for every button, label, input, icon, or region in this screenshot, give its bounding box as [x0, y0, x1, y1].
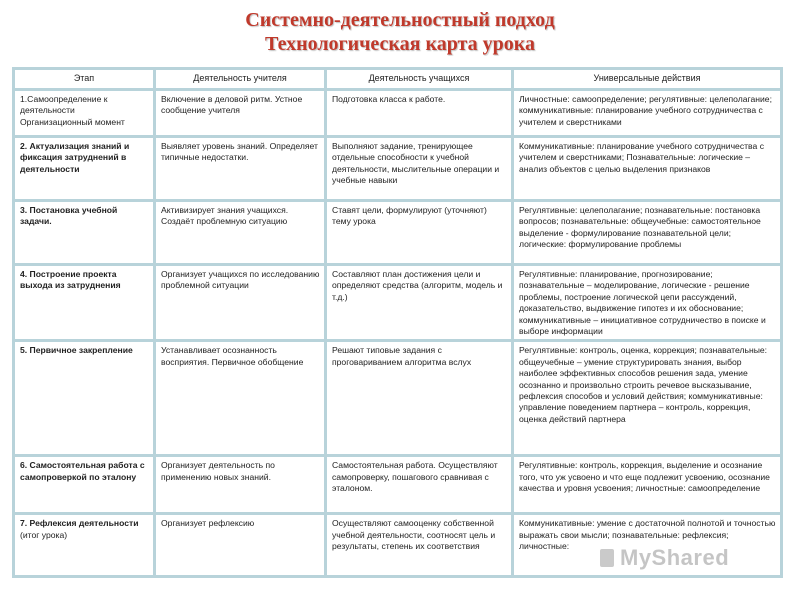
students-cell: Выполняют задание, тренирующее отдельные способности к учебной деятельности, мыслительные операции и учебные навыки	[327, 138, 514, 202]
stage-title: 5. Первичное закрепление	[20, 345, 133, 356]
actions-cell: Личностные: самоопределение; регулятивные: целеполагание; коммуникативные: планирование учебного сотрудничества с учителем и сверстниками	[514, 91, 780, 138]
table-row	[15, 266, 780, 342]
teacher-cell: Организует рефлексию	[156, 515, 327, 575]
teacher-cell: Включение в деловой ритм. Устное сообщение учителя	[156, 91, 327, 138]
stage-title: 2. Актуализация знаний и фиксация затруднений в деятельности	[20, 141, 130, 174]
actions-cell: Регулятивные: контроль, оценка, коррекция; познавательные: общеучебные – умение структурировать знания, выбор наиболее эффективных способов решения зада, умение осознанно и произвольно строить речевое высказывание, рефлексия способов и условий действия; коммуникативные: управление поведением партнера – контроль, коррекция, оценка действий партнера	[514, 342, 780, 457]
stage-title: 7. Рефлексия деятельности	[20, 518, 139, 529]
column-header-teacher: Деятельность учителя	[156, 70, 327, 91]
stage-cell	[15, 138, 156, 202]
stage-title: 3. Постановка учебной задачи.	[20, 205, 118, 227]
stage-note: (итог урока)	[20, 529, 68, 540]
stage-cell	[15, 202, 156, 266]
teacher-cell: Организует деятельность по применению новых знаний.	[156, 457, 327, 515]
teacher-cell: Активизирует знания учащихся. Создаёт проблемную ситуацию	[156, 202, 327, 266]
students-cell: Самостоятельная работа. Осуществляют самопроверку, пошагового сравнивая с эталоном.	[327, 457, 514, 515]
actions-cell: Регулятивные: целеполагание; познавательные: постановка вопросов; познавательные: общеучебные: самостоятельное выделение - формулирование познавательной цели; логические: формулирование проблемы	[514, 202, 780, 266]
stage-note: Организационный момент	[20, 116, 125, 127]
table-header-row	[15, 70, 780, 91]
stage-title: 1.Самоопределение к деятельности	[20, 94, 108, 116]
page-title: Системно-деятельностный подход	[245, 9, 555, 31]
column-header-stage: Этап	[15, 70, 156, 91]
table-row	[15, 138, 780, 202]
stage-cell	[15, 457, 156, 515]
table-row	[15, 457, 780, 515]
actions-cell: Регулятивные: контроль, коррекция, выделение и осознание того, что уж усвоено и что еще подлежит усвоению, осознание качества и уровня усвоения; личностные: самоопределение	[514, 457, 780, 515]
actions-cell: Коммуникативные: умение с достаточной полнотой и точностью выражать свои мысли; познавательные: рефлексия; личностные:	[514, 515, 780, 575]
stage-title: 6. Самостоятельная работа с самопроверкой по эталону	[20, 460, 145, 482]
students-cell: Подготовка класса к работе.	[327, 91, 514, 138]
stage-cell	[15, 266, 156, 342]
lesson-map-table	[12, 67, 783, 578]
actions-cell: Регулятивные: планирование, прогнозирование; познавательные – моделирование, логические - решение проблемы, построение логической цепи рассуждений, доказательство, выдвижение гипотез и их обоснование; коммуникативные – инициативное сотрудничество в поиске и выборе информации	[514, 266, 780, 342]
page-subtitle: Технологическая карта урока	[265, 33, 535, 55]
watermark-text: MyShared	[620, 545, 730, 570]
table-row	[15, 91, 780, 138]
stage-title: 4. Построение проекта выхода из затруднения	[20, 269, 121, 291]
students-cell: Ставят цели, формулируют (уточняют) тему урока	[327, 202, 514, 266]
table-row	[15, 342, 780, 457]
title-block	[0, 8, 800, 56]
students-cell: Составляют план достижения цели и определяют средства (алгоритм, модель и т.д.)	[327, 266, 514, 342]
teacher-cell: Устанавливает осознанность восприятия. Первичное обобщение	[156, 342, 327, 457]
column-header-actions: Универсальные действия	[514, 70, 780, 91]
table-row	[15, 202, 780, 266]
teacher-cell: Организует учащихся по исследованию проблемной ситуации	[156, 266, 327, 342]
stage-cell	[15, 91, 156, 138]
teacher-cell: Выявляет уровень знаний. Определяет типичные недостатки.	[156, 138, 327, 202]
stage-cell	[15, 515, 156, 575]
table-row	[15, 515, 780, 575]
actions-cell: Коммуникативные: планирование учебного сотрудничества с учителем и сверстниками; Познавательные: логические – анализ объектов с целью выделения признаков	[514, 138, 780, 202]
column-header-students: Деятельность учащихся	[327, 70, 514, 91]
students-cell: Решают типовые задания с проговариванием алгоритма вслух	[327, 342, 514, 457]
stage-cell	[15, 342, 156, 457]
students-cell: Осуществляют самооценку собственной учебной деятельности, соотносят цель и результаты, степень их соответствия	[327, 515, 514, 575]
